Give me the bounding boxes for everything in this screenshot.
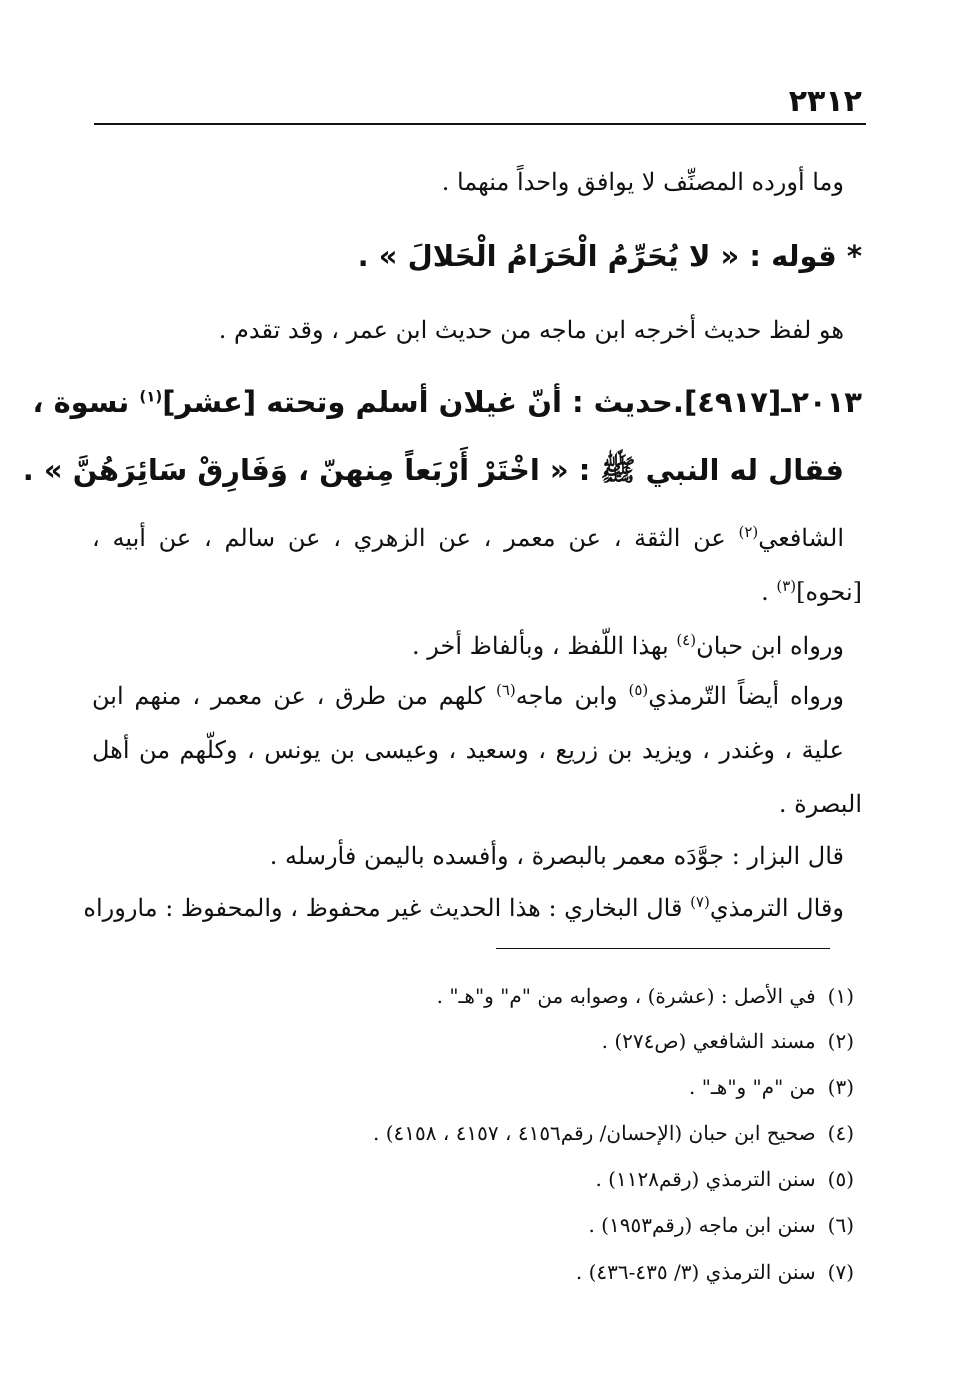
paragraph-6 bbox=[92, 522, 844, 554]
footnote-number: (٣) bbox=[827, 1075, 854, 1099]
paragraph-1: وما أورده المصنِّف لا يوافق واحداً منهما . bbox=[441, 168, 844, 196]
footnote-separator bbox=[496, 948, 830, 949]
footnote-number: (٢) bbox=[827, 1029, 854, 1053]
header-rule bbox=[94, 123, 866, 125]
footnote-text: صحيح ابن حبان (الإحسان/ رقم٤١٥٦ ، ٤١٥٧ ، ٤١٥٨) . bbox=[373, 1121, 816, 1145]
footnote-text: سنن الترمذي (٣/ ٤٣٥-٤٣٦) . bbox=[575, 1260, 816, 1284]
footnote-ref-6: (٦) bbox=[496, 681, 516, 699]
text-segment: قال البخاري : هذا الحديث غير محفوظ ، والمحفوظ : ماروراه bbox=[83, 894, 691, 922]
footnote-text: مسند الشافعي (ص٢٧٤) . bbox=[601, 1029, 816, 1053]
text-segment: الشافعي bbox=[758, 524, 844, 552]
paragraph-9 bbox=[92, 680, 844, 712]
footnote-6 bbox=[588, 1211, 854, 1239]
footnote-2 bbox=[602, 1027, 854, 1055]
footnote-5 bbox=[595, 1165, 854, 1193]
hadith-text: فقال له النبي ﷺ : « اخْتَرْ أَرْبَعاً مِنهنّ ، وَفَارِقْ سَائِرَهُنَّ » . bbox=[22, 453, 844, 487]
footnote-number: (٦) bbox=[827, 1213, 854, 1237]
footnote-ref-4: (٤) bbox=[676, 631, 697, 649]
footnote-4 bbox=[373, 1119, 854, 1147]
text-segment: ورواه ابن حبان bbox=[696, 632, 844, 660]
paragraph-11: البصرة . bbox=[778, 790, 862, 818]
footnote-text: من "م" و"هـ" . bbox=[689, 1075, 816, 1099]
footnote-number: (٥) bbox=[827, 1167, 854, 1191]
text-segment: وابن ماجه bbox=[515, 682, 629, 710]
footnote-number: (٧) bbox=[827, 1260, 854, 1284]
text-segment: بهذا اللّفظ ، وبألفاظ أخر . bbox=[412, 632, 677, 660]
text-segment: كلهم من طرق ، عن معمر ، منهم ابن bbox=[92, 682, 496, 710]
footnote-text: سنن ابن ماجه (رقم١٩٥٣) . bbox=[588, 1213, 816, 1237]
footnote-text: سنن الترمذي (رقم١١٢٨) . bbox=[595, 1167, 816, 1191]
footnote-number: (١) bbox=[827, 984, 854, 1008]
footnote-3 bbox=[689, 1073, 854, 1101]
footnote-ref-7: (٧) bbox=[690, 893, 710, 911]
footnote-number: (٤) bbox=[827, 1121, 854, 1145]
text-segment: عن الثقة ، عن معمر ، عن الزهري ، عن سالم ، عن أبيه ، bbox=[92, 524, 739, 552]
footnote-1 bbox=[437, 982, 854, 1010]
footnote-7 bbox=[576, 1258, 854, 1286]
footnote-ref-1: (١) bbox=[139, 387, 163, 406]
text-segment: . bbox=[761, 578, 777, 606]
quote-heading: * قوله : « لا يُحَرِّمُ الْحَرَامُ الْحَلالَ » . bbox=[357, 239, 862, 273]
footnote-ref-3: (٣) bbox=[776, 577, 797, 595]
footnote-ref-2: (٢) bbox=[738, 523, 759, 541]
hadith-heading-text: ٢٠١٣ـ[٤٩١٧].حديث : أنّ غيلان أسلم وتحته [عشر] bbox=[162, 385, 862, 419]
text-segment: [نحوه] bbox=[796, 578, 862, 606]
paragraph-8 bbox=[412, 630, 844, 662]
footnote-ref-5: (٥) bbox=[628, 681, 649, 699]
footnote-text: في الأصل : (عشرة) ، وصوابه من "م" و"هـ" . bbox=[436, 984, 816, 1008]
paragraph-10: علية ، وغندر ، ويزيد بن زريع ، وسعيد ، وعيسى بن يونس ، وكلّهم من أهل bbox=[92, 736, 844, 764]
paragraph-13 bbox=[83, 892, 844, 924]
paragraph-3: هو لفظ حديث أخرجه ابن ماجه من حديث ابن عمر ، وقد تقدم . bbox=[218, 316, 844, 344]
text-segment: وقال الترمذي bbox=[709, 894, 844, 922]
text-segment: ورواه أيضاً التّرمذي bbox=[648, 682, 845, 710]
paragraph-7 bbox=[761, 576, 862, 608]
hadith-heading-text-end: نسوة ، bbox=[32, 385, 140, 419]
hadith-heading bbox=[32, 382, 862, 422]
page-number: ٢٣١٢ bbox=[788, 84, 862, 119]
paragraph-12: قال البزار : جوَّدَه معمر بالبصرة ، وأفسده باليمن فأرسله . bbox=[269, 842, 844, 870]
